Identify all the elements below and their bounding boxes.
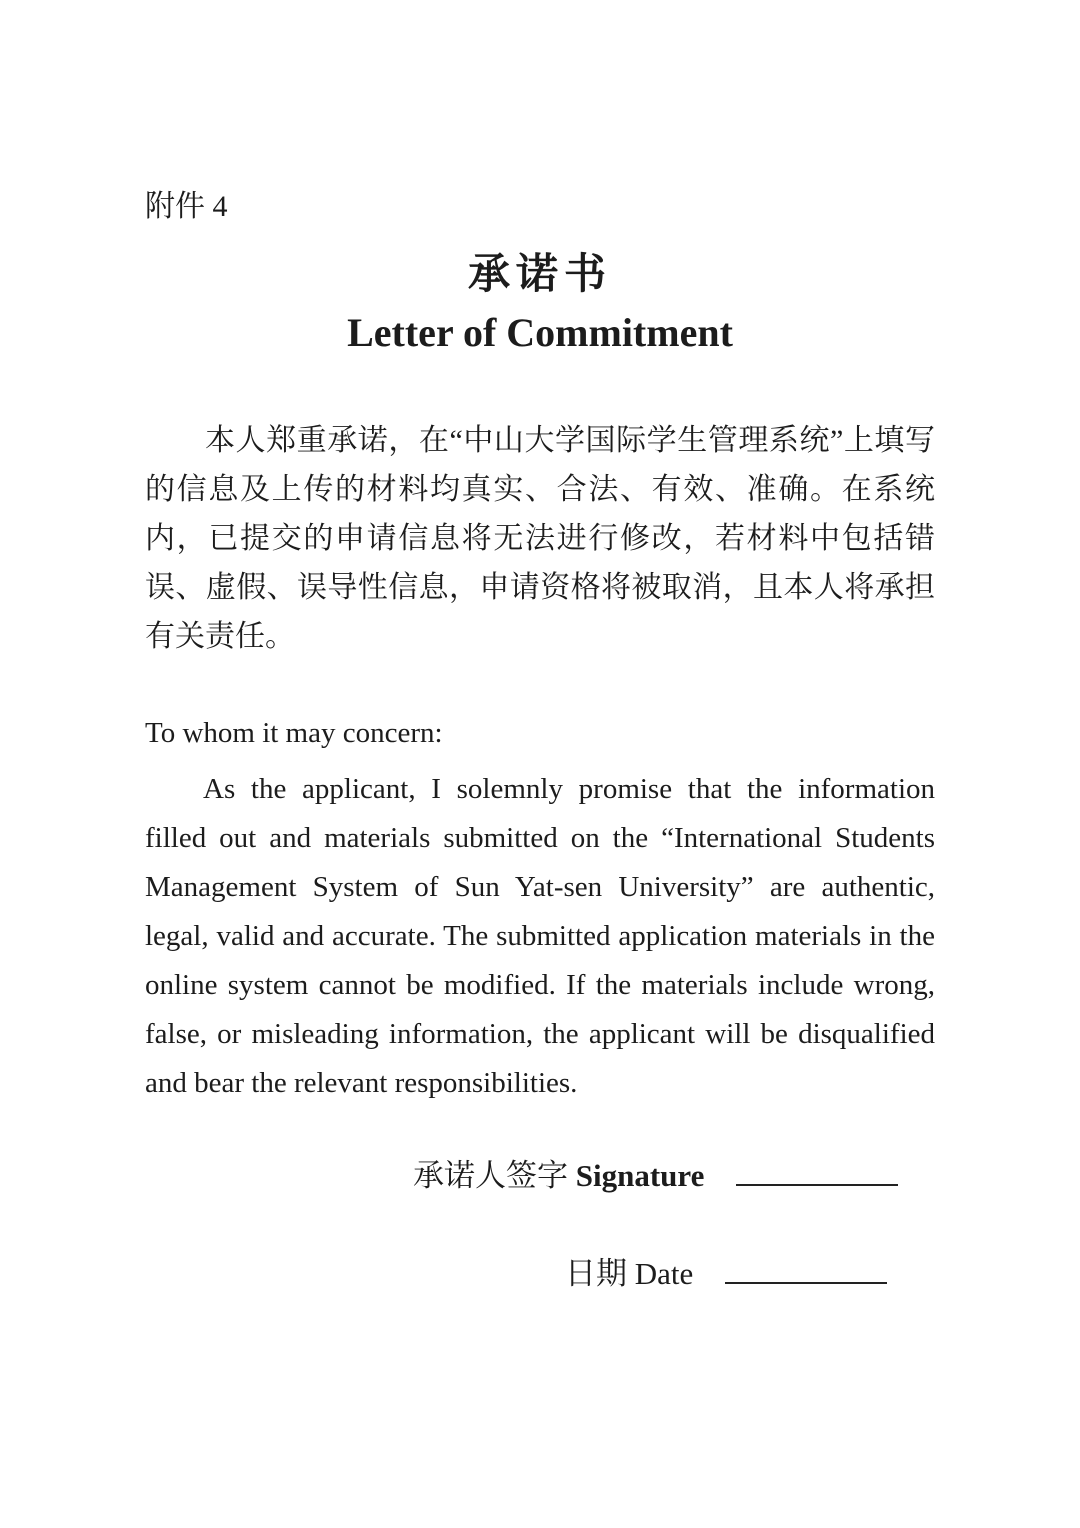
document-title-english: Letter of Commitment bbox=[347, 310, 733, 355]
date-label-chinese: 日期 bbox=[565, 1256, 635, 1291]
signature-label-english: Signature bbox=[575, 1158, 705, 1193]
signature-label-chinese: 承诺人签字 bbox=[413, 1158, 576, 1193]
commitment-paragraph-chinese: 本人郑重承诺，在“中山大学国际学生管理系统”上填写的信息及上传的材料均真实、合法、有效、准确。在系统内，已提交的申请信息将无法进行修改，若材料中包括错误、虚假、误导性信息，申请资格将被取消，且本人将承担有关责任。 bbox=[145, 424, 935, 653]
salutation-english: To whom it may concern: bbox=[145, 717, 443, 749]
date-row bbox=[145, 1252, 935, 1296]
signature-row bbox=[145, 1154, 935, 1198]
document-title-chinese: 承诺书 bbox=[467, 252, 612, 298]
signature-blank-line bbox=[736, 1182, 898, 1186]
commitment-paragraph-english: As the applicant, I solemnly promise that the information filled out and materials submitted on the “International Students Management System of Sun Yat-sen University” are authentic, legal, valid and accurate. The submitted application materials in the online system cannot be modified. If the materials include wrong, false, or misleading information, the applicant will be disqualified and bear the relevant responsibilities. bbox=[145, 773, 935, 1099]
date-label-english: Date bbox=[634, 1256, 694, 1291]
date-blank-line bbox=[725, 1280, 887, 1284]
attachment-label: 附件 4 bbox=[145, 190, 228, 223]
